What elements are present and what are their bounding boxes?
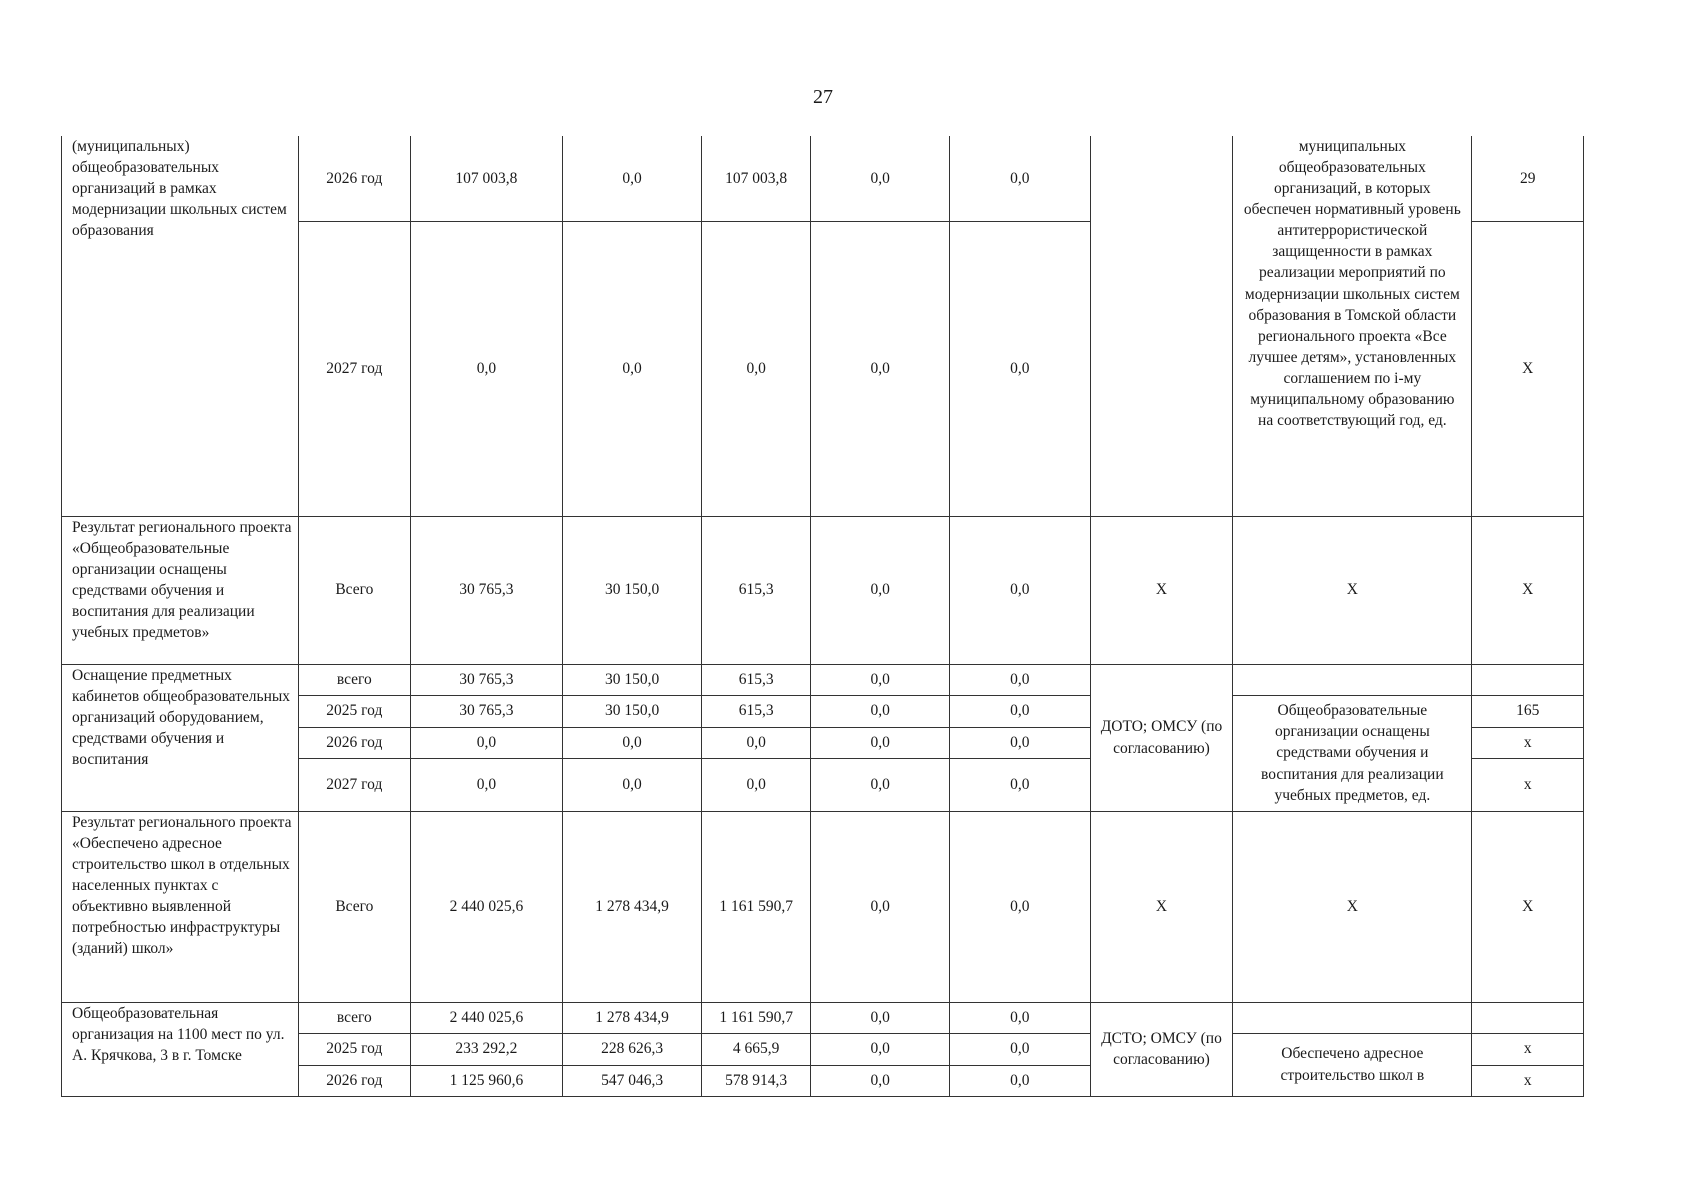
indicator-value-cell: х	[1472, 1065, 1584, 1096]
period-cell: всего	[299, 664, 411, 695]
regional-amount-cell: 615,3	[701, 695, 811, 727]
local-amount-cell: 0,0	[811, 221, 950, 516]
federal-amount-cell: 0,0	[563, 758, 702, 811]
period-cell: 2027 год	[299, 221, 411, 516]
federal-amount-cell: 1 278 434,9	[563, 811, 702, 1002]
other-amount-cell: 0,0	[950, 695, 1091, 727]
period-cell: 2026 год	[299, 727, 411, 758]
total-amount-cell: 107 003,8	[410, 136, 563, 221]
federal-amount-cell: 0,0	[563, 221, 702, 516]
other-amount-cell: 0,0	[950, 1033, 1091, 1065]
indicator-value-cell: Х	[1472, 516, 1584, 664]
period-cell: 2025 год	[299, 695, 411, 727]
indicator-cell: Х	[1233, 516, 1472, 664]
indicator-value-cell: Х	[1472, 811, 1584, 1002]
executor-cell: Х	[1090, 516, 1233, 664]
local-amount-cell: 0,0	[811, 516, 950, 664]
indicator-value-cell: х	[1472, 1033, 1584, 1065]
regional-amount-cell: 615,3	[701, 664, 811, 695]
other-amount-cell: 0,0	[950, 136, 1091, 221]
regional-amount-cell: 0,0	[701, 727, 811, 758]
period-cell: 2025 год	[299, 1033, 411, 1065]
total-amount-cell: 0,0	[410, 221, 563, 516]
indicator-value-cell: Х	[1472, 221, 1584, 516]
indicator-value-cell: х	[1472, 727, 1584, 758]
regional-amount-cell: 578 914,3	[701, 1065, 811, 1096]
indicator-cell: Общеобразовательные организации оснащены средствами обучения и воспитания для реализации учебных предметов, ед.	[1233, 695, 1472, 811]
indicator-cell: муниципальных общеобразовательных организаций, в которых обеспечен нормативный уровень антитеррористической защищенности в рамках реализации мероприятий по модернизации школьных систем образования в Томской области регионального проекта «Все лучшее детям», установленных соглашением по i-му муниципальному образованию на соответствующий год, ед.	[1233, 136, 1472, 516]
local-amount-cell: 0,0	[811, 811, 950, 1002]
indicator-value-cell: х	[1472, 758, 1584, 811]
total-amount-cell: 30 765,3	[410, 664, 563, 695]
federal-amount-cell: 547 046,3	[563, 1065, 702, 1096]
regional-amount-cell: 0,0	[701, 758, 811, 811]
regional-amount-cell: 1 161 590,7	[701, 1002, 811, 1033]
executor-cell: ДСТО; ОМСУ (по согласованию)	[1090, 1002, 1233, 1096]
regional-amount-cell: 4 665,9	[701, 1033, 811, 1065]
activity-name-cell: (муниципальных) общеобразовательных организаций в рамках модернизации школьных систем образования	[62, 136, 299, 516]
local-amount-cell: 0,0	[811, 1002, 950, 1033]
activity-name-cell: Оснащение предметных кабинетов общеобразовательных организаций оборудованием, средствами обучения и воспитания	[62, 664, 299, 811]
regional-amount-cell: 1 161 590,7	[701, 811, 811, 1002]
activity-name-cell: Общеобразовательная организация на 1100 мест по ул. А. Крячкова, 3 в г. Томске	[62, 1002, 299, 1096]
federal-amount-cell: 30 150,0	[563, 664, 702, 695]
local-amount-cell: 0,0	[811, 664, 950, 695]
other-amount-cell: 0,0	[950, 664, 1091, 695]
indicator-empty-cell	[1233, 664, 1472, 695]
total-amount-cell: 2 440 025,6	[410, 811, 563, 1002]
local-amount-cell: 0,0	[811, 758, 950, 811]
page-number: 27	[813, 86, 833, 108]
period-cell: 2026 год	[299, 136, 411, 221]
indicator-value-cell: 29	[1472, 136, 1584, 221]
regional-amount-cell: 0,0	[701, 221, 811, 516]
federal-amount-cell: 30 150,0	[563, 516, 702, 664]
total-amount-cell: 2 440 025,6	[410, 1002, 563, 1033]
other-amount-cell: 0,0	[950, 811, 1091, 1002]
result-name-cell: Результат регионального проекта «Общеобразовательные организации оснащены средствами обучения и воспитания для реализации учебных предметов»	[62, 516, 299, 664]
federal-amount-cell: 228 626,3	[563, 1033, 702, 1065]
total-amount-cell: 30 765,3	[410, 695, 563, 727]
federal-amount-cell: 1 278 434,9	[563, 1002, 702, 1033]
executor-cell	[1090, 136, 1233, 516]
program-activities-table	[61, 136, 1584, 1097]
local-amount-cell: 0,0	[811, 1033, 950, 1065]
executor-cell: ДОТО; ОМСУ (по согласованию)	[1090, 664, 1233, 811]
federal-amount-cell: 0,0	[563, 727, 702, 758]
period-cell: 2026 год	[299, 1065, 411, 1096]
regional-amount-cell: 107 003,8	[701, 136, 811, 221]
period-cell: Всего	[299, 811, 411, 1002]
total-amount-cell: 0,0	[410, 758, 563, 811]
period-cell: 2027 год	[299, 758, 411, 811]
other-amount-cell: 0,0	[950, 1002, 1091, 1033]
indicator-cell: Обеспечено адресное строительство школ в	[1233, 1033, 1472, 1096]
table-row	[62, 516, 1584, 664]
total-amount-cell: 0,0	[410, 727, 563, 758]
total-amount-cell: 30 765,3	[410, 516, 563, 664]
local-amount-cell: 0,0	[811, 136, 950, 221]
federal-amount-cell: 0,0	[563, 136, 702, 221]
other-amount-cell: 0,0	[950, 1065, 1091, 1096]
local-amount-cell: 0,0	[811, 727, 950, 758]
table-row	[62, 136, 1584, 221]
other-amount-cell: 0,0	[950, 516, 1091, 664]
period-cell: всего	[299, 1002, 411, 1033]
other-amount-cell: 0,0	[950, 221, 1091, 516]
indicator-value-cell	[1472, 664, 1584, 695]
period-cell: Всего	[299, 516, 411, 664]
federal-amount-cell: 30 150,0	[563, 695, 702, 727]
local-amount-cell: 0,0	[811, 695, 950, 727]
regional-amount-cell: 615,3	[701, 516, 811, 664]
other-amount-cell: 0,0	[950, 727, 1091, 758]
total-amount-cell: 1 125 960,6	[410, 1065, 563, 1096]
indicator-value-cell	[1472, 1002, 1584, 1033]
local-amount-cell: 0,0	[811, 1065, 950, 1096]
executor-cell: Х	[1090, 811, 1233, 1002]
table-row	[62, 1002, 1584, 1033]
indicator-value-cell: 165	[1472, 695, 1584, 727]
result-name-cell: Результат регионального проекта «Обеспечено адресное строительство школ в отдельных населенных пунктах с объективно выявленной потребностью инфраструктуры (зданий) школ»	[62, 811, 299, 1002]
other-amount-cell: 0,0	[950, 758, 1091, 811]
indicator-empty-cell	[1233, 1002, 1472, 1033]
total-amount-cell: 233 292,2	[410, 1033, 563, 1065]
table-row	[62, 811, 1584, 1002]
table-row	[62, 664, 1584, 695]
indicator-cell: Х	[1233, 811, 1472, 1002]
